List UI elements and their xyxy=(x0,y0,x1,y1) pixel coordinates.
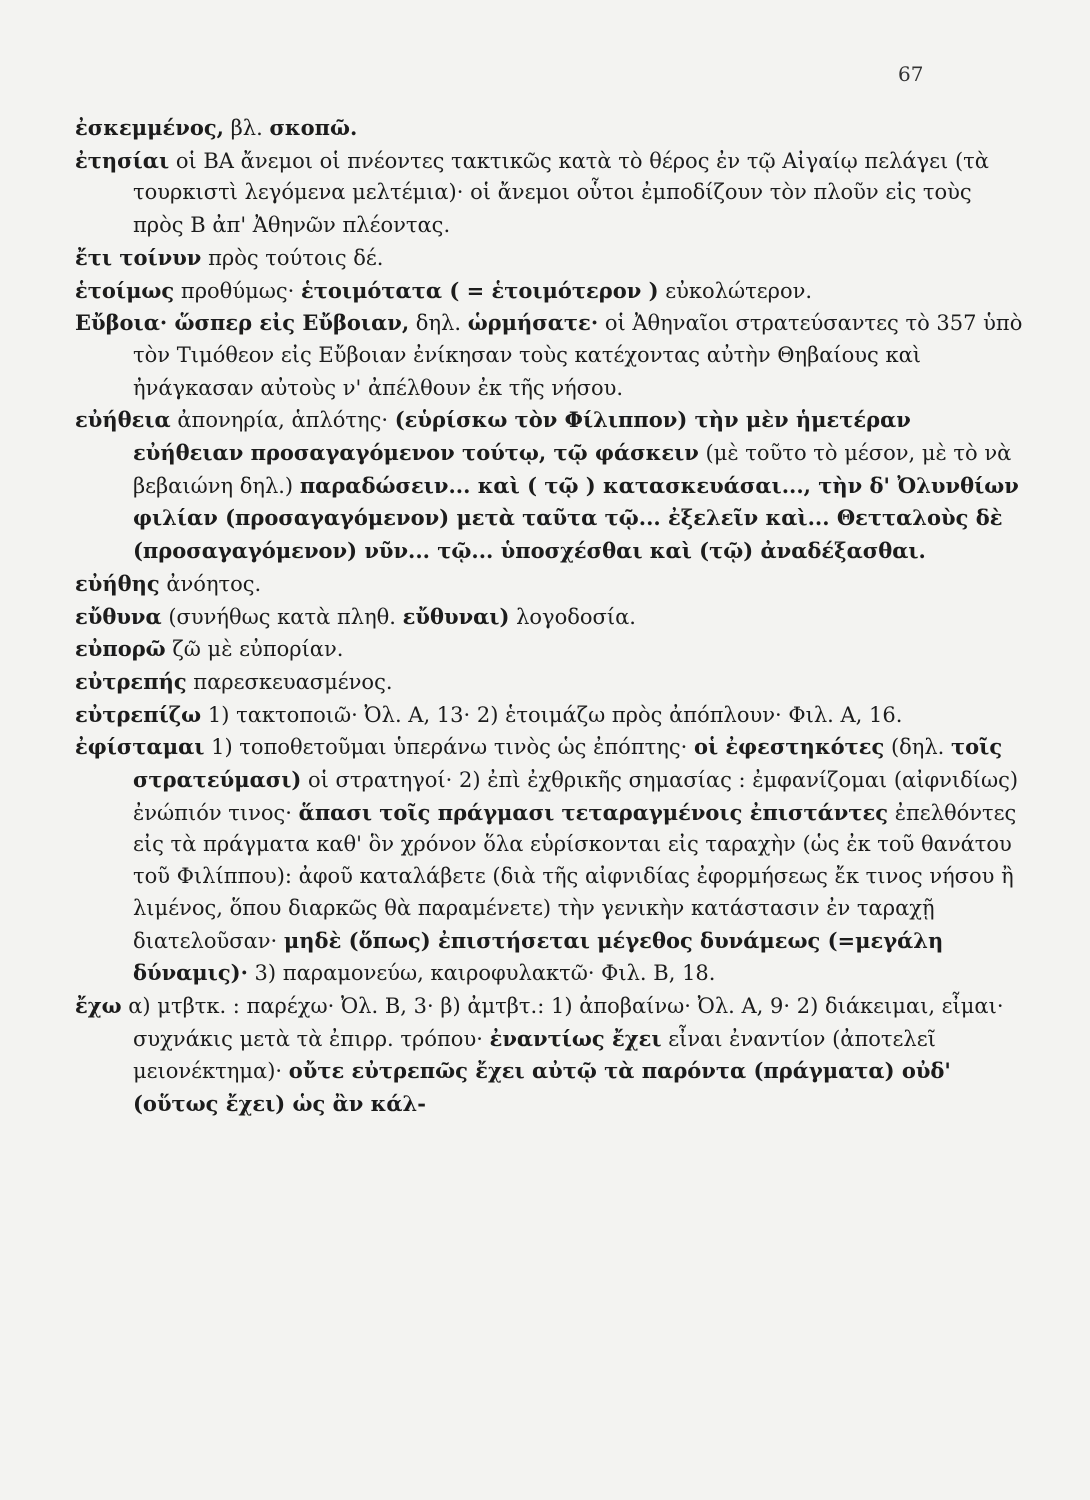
entry-text: παρεσκευασμένος. xyxy=(186,669,393,694)
entry-bold-text: μηδὲ (ὅπως) ἐπιστήσεται μέγεθος δυνάμεως (=μεγάλη δύναμις)· xyxy=(133,927,944,986)
entry-text: ἀπονηρία, ἁπλότης· xyxy=(170,408,395,433)
entry-bold-text: παραδώσειν... καὶ ( τῷ ) κατασκευάσαι..., τὴν δ' Ὀλυνθίων φιλίαν (προσαγαγόμενον) μετὰ ταῦτα τῷ... ἐξελεῖν καὶ... Θετταλοὺς δὲ (προσαγαγόμενον) νῦν... τῷ... ὑποσχέσθαι καὶ (τῷ) ἀναδέξασθαι. xyxy=(133,472,1019,564)
entry-text: εἶναι ἐναντίον (ἀποτελεῖ μειονέκτημα)· xyxy=(133,1026,936,1084)
glossary-entry xyxy=(75,666,1025,699)
entry-text: πρὸς τούτοις δέ. xyxy=(201,245,384,270)
entry-bold-text: ὡρμήσατε· xyxy=(467,310,599,336)
entry-headword: ἐφίσταμαι xyxy=(75,734,205,760)
glossary xyxy=(75,112,1025,1121)
glossary-entry xyxy=(75,633,1025,666)
glossary-entry xyxy=(75,601,1025,634)
entry-bold-text: σκοπῶ. xyxy=(269,115,358,140)
entry-text: οἱ ΒΑ ἄνεμοι οἱ πνέοντες τακτικῶς κατὰ τὸ θέρος ἐν τῷ Αἰγαίῳ πελάγει (τὰ τουρκιστὶ λεγόμενα μελτέμια)· οἱ ἄνεμοι οὗτοι ἐμποδίζουν τὸν πλοῦν εἰς τοὺς πρὸς Β ἀπ' Ἀθηνῶν πλέοντας. xyxy=(133,148,989,238)
entry-headword: εὐήθεια xyxy=(75,407,171,433)
glossary-entry xyxy=(75,145,1025,242)
entry-text: οἱ στρατηγοί· 2) ἐπὶ ἐχθρικῆς σημασίας : ἐμφανίζομαι (αἰφνιδίως) ἐνώπιόν τινος· xyxy=(133,768,1019,825)
entry-headword: ἐτησίαι xyxy=(75,147,170,173)
entry-text: α) μτβτκ. : παρέχω· Ὀλ. Β, 3· β) ἀμτβτ.: 1) ἀποβαίνω· Ὀλ. Α, 9· 2) διάκειμαι, εἶμαι· συχνάκις μετὰ τὰ ἐπιρρ. τρόπου· xyxy=(121,993,1004,1051)
glossary-entry xyxy=(75,404,1025,568)
entry-bold-text: (εὑρίσκω τὸν Φίλιππον) τὴν μὲν ἡμετέραν εὐήθειαν προσαγαγόμενον τούτῳ, τῷ φάσκειν xyxy=(133,407,911,466)
entry-headword: Εὔβοια· ὥσπερ εἰς Εὔβοιαν, xyxy=(75,310,410,336)
entry-bold-text: ἐναντίως ἔχει xyxy=(489,1025,662,1051)
entry-text: εὐκολώτερον. xyxy=(658,278,813,303)
entry-headword: εὐτρεπής xyxy=(75,668,187,694)
glossary-entry xyxy=(75,242,1025,275)
entry-text: (μὲ τοῦτο τὸ μέσον, μὲ τὸ νὰ βεβαιώνη δηλ.) xyxy=(133,441,1012,498)
glossary-entry xyxy=(75,307,1025,404)
entry-headword: ἔτι τοίνυν xyxy=(75,244,202,270)
entry-headword: εὔθυνα xyxy=(75,603,162,629)
entry-text: 1) τοποθετοῦμαι ὑπεράνω τινὸς ὡς ἐπόπτης· xyxy=(204,735,694,760)
entry-text: οἱ Ἀθηναῖοι στρατεύσαντες τὸ 357 ὑπὸ τὸν Τιμόθεον εἰς Εὔβοιαν ἐνίκησαν τοὺς κατέχοντας αὐτὴν Θηβαίους καὶ ἠνάγκασαν αὐτοὺς ν' ἀπέλθουν ἐκ τῆς νήσου. xyxy=(133,311,1023,400)
glossary-entry xyxy=(75,112,1025,145)
entry-headword: εὐπορῶ xyxy=(75,636,166,662)
entry-headword: ἐσκεμμένος, xyxy=(75,115,224,140)
entry-text: 3) παραμονεύω, καιροφυλακτῶ· Φιλ. Β, 18. xyxy=(247,961,716,986)
entry-text: ἀνόητος. xyxy=(159,571,262,596)
glossary-entry xyxy=(75,568,1025,601)
entry-bold-text: ἑτοιμότατα ( = ἑτοιμότερον ) xyxy=(300,277,659,303)
glossary-entry xyxy=(75,275,1025,308)
entry-text: ἐπελθόντες εἰς τὰ πράγματα καθ' ὃν χρόνον ὅλα εὑρίσκονται εἰς ταραχὴν (ὡς ἐκ τοῦ θανάτου τοῦ Φιλίππου): ἀφοῦ καταλάβετε (διὰ τῆς αἰφνιδίας ἐφορμήσεως ἔκ τινος νήσου ἢ λιμένος, ὅπου διαρκῶς θὰ παραμένετε) τὴν γενικὴν κατάστασιν ἐν ταραχῇ διατελοῦσαν· xyxy=(133,800,1017,953)
entry-bold-text: εὔθυναι) xyxy=(402,603,510,629)
entry-bold-text: οὔτε εὐτρεπῶς ἔχει αὐτῷ τὰ παρόντα (πράγματα) οὐδ' (οὕτως ἔχει) ὡς ἂν κάλ- xyxy=(133,1058,951,1117)
entry-text: λογοδοσία. xyxy=(509,604,636,629)
entry-text: (συνήθως κατὰ πληθ. xyxy=(161,604,403,629)
entry-bold-text: ἅπασι τοῖς πράγμασι τεταραγμένοις ἐπιστάντες xyxy=(298,799,889,825)
glossary-entry xyxy=(75,699,1025,732)
entry-bold-text: τοῖς στρατεύμασι) xyxy=(133,734,1003,793)
entry-headword: εὐήθης xyxy=(75,570,160,596)
entry-headword: ἑτοίμως xyxy=(75,277,175,303)
glossary-entry xyxy=(75,990,1025,1121)
entry-text: δηλ. xyxy=(409,311,468,336)
glossary-entry xyxy=(75,731,1025,990)
entry-text: προθύμως· xyxy=(174,278,301,303)
entry-text: ζῶ μὲ εὐπορίαν. xyxy=(165,637,344,662)
entry-headword: ἔχω xyxy=(75,992,122,1018)
entry-text: βλ. xyxy=(223,116,270,140)
entry-text: (δηλ. xyxy=(884,735,952,760)
entry-bold-text: οἱ ἐφεστηκότες xyxy=(693,734,885,760)
page-number: 67 xyxy=(898,62,924,86)
entry-text: 1) τακτοποιῶ· Ὀλ. Α, 13· 2) ἑτοιμάζω πρὸς ἀπόπλουν· Φιλ. Α, 16. xyxy=(201,702,903,727)
entry-headword: εὐτρεπίζω xyxy=(75,701,202,727)
